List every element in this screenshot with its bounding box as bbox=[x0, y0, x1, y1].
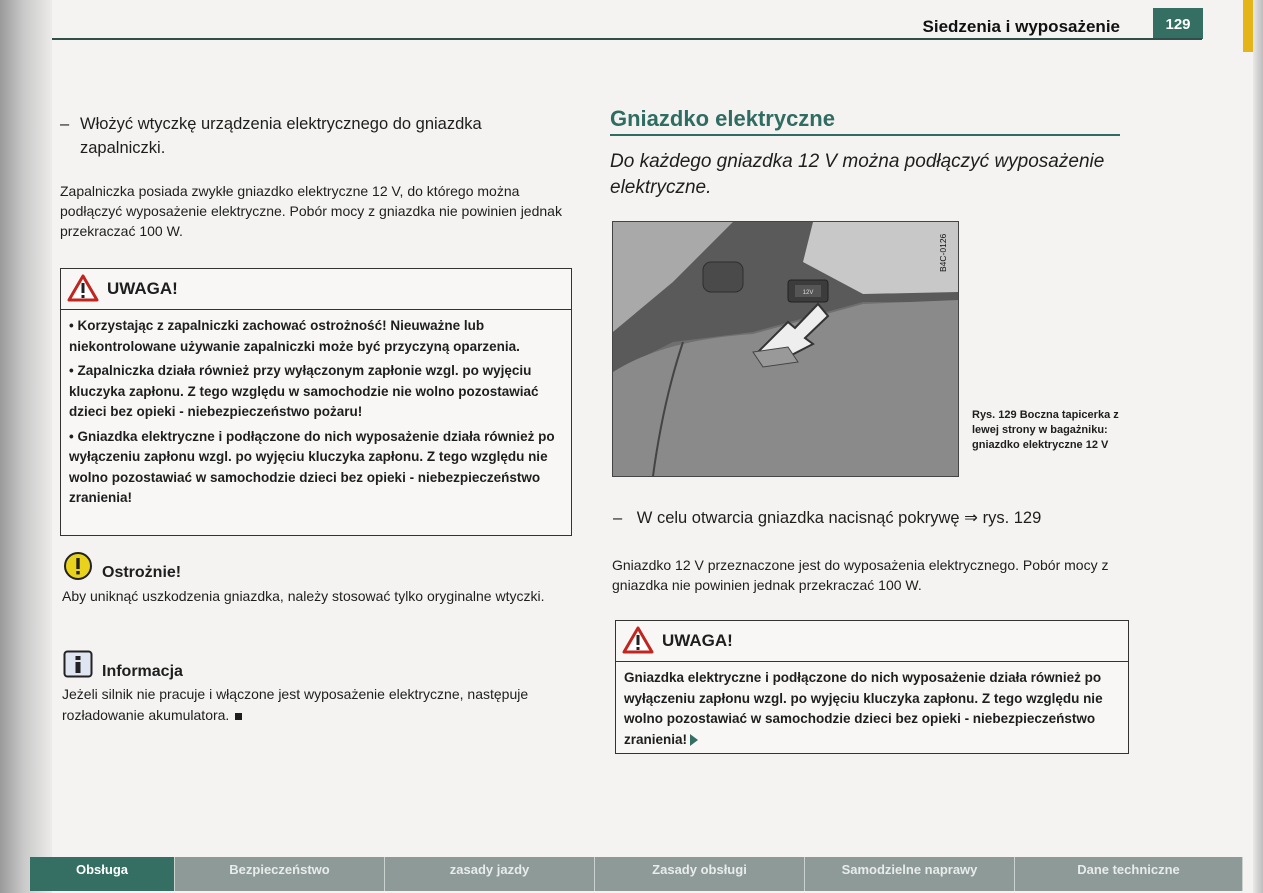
header-rule bbox=[52, 38, 1202, 40]
figure-caption: Rys. 129 Boczna tapicerka z lewej strony w bagażniku: gniazdko elektryczne 12 V bbox=[972, 409, 1119, 451]
page-binding-shadow bbox=[0, 0, 52, 893]
lighter-socket-paragraph: Zapalniczka posiada zwykłe gniazdko elektryczne 12 V, do którego można podłączyć wyposażenie elektryczne. Pobór mocy z gniazdka nie powinien jednak przekraczać 100 W. bbox=[60, 183, 562, 239]
info-title: Informacja bbox=[102, 663, 183, 680]
page-right-edge bbox=[1253, 0, 1263, 893]
warning-body bbox=[616, 662, 1128, 750]
warning-body bbox=[61, 310, 571, 509]
info-icon bbox=[63, 650, 93, 678]
warning-triangle-icon bbox=[67, 274, 99, 302]
chapter-nav bbox=[30, 857, 1243, 891]
chapter-marker-tab bbox=[1243, 0, 1253, 52]
section-intro: Do każdego gniazdka 12 V można podłączyć wyposażenie elektryczne. bbox=[610, 151, 1105, 198]
caution-title: Ostrożnie! bbox=[102, 564, 182, 581]
caution-text: Aby uniknąć uszkodzenia gniazdka, należy stosować tylko oryginalne wtyczki. bbox=[62, 588, 545, 604]
warning-item-2: • Zapalniczka działa również przy wyłączonym zapłonie wzgl. po wyjęciu kluczyka zapłonu. Z tego względu w samochodzie nie wolno pozostawiać dzieci bez opieki - niebezpieczeństwo pożaru! bbox=[69, 363, 539, 419]
socket-power-paragraph: Gniazdko 12 V przeznaczone jest do wyposażenia elektrycznego. Pobór mocy z gniazdka nie powinien jednak przekraczać 100 W. bbox=[612, 557, 1109, 593]
instruction-step-open-cover bbox=[613, 508, 1123, 528]
chapter-tab-zasady-jazdy[interactable]: zasady jazdy bbox=[385, 857, 595, 891]
continue-arrow-icon bbox=[690, 734, 698, 746]
figure-trunk-socket bbox=[612, 221, 959, 477]
chapter-tab-dane-techniczne[interactable]: Dane techniczne bbox=[1015, 857, 1243, 891]
info-text-wrapper bbox=[62, 684, 562, 726]
page-number: 129 bbox=[1153, 8, 1203, 39]
chapter-tab-obsluga[interactable]: Obsługa bbox=[30, 857, 175, 891]
trunk-trim-illustration bbox=[613, 222, 958, 476]
warning-triangle-icon bbox=[622, 626, 654, 654]
chapter-tab-bezpieczenstwo[interactable]: Bezpieczeństwo bbox=[175, 857, 385, 891]
step-text: Włożyć wtyczkę urządzenia elektrycznego do gniazdka zapalniczki. bbox=[80, 115, 482, 157]
warning-title: UWAGA! bbox=[662, 631, 733, 650]
warning-header bbox=[616, 621, 1128, 662]
warning-header bbox=[61, 269, 571, 310]
warning-text: Gniazdka elektryczne i podłączone do nich wyposażenie działa również po wyłączeniu zapłonu wzgl. po wyjęciu kluczyka zapłonu. Z tego względu nie wolno pozostawiać w samochodzie dzieci bez opieki - niebezpieczeństwo zranienia! bbox=[624, 670, 1103, 747]
info-text: Jeżeli silnik nie pracuje i włączone jest wyposażenie elektryczne, następuje rozładowanie akumulatora. bbox=[62, 686, 529, 723]
caution-icon bbox=[63, 551, 93, 581]
section-title-rule bbox=[610, 134, 1120, 136]
figure-code: B4C-0126 bbox=[938, 233, 948, 272]
warning-title: UWAGA! bbox=[107, 279, 178, 298]
page-header-title: Siedzenia i wyposażenie bbox=[922, 17, 1120, 36]
section-end-marker-icon bbox=[235, 713, 242, 720]
section-title: Gniazdko elektryczne bbox=[610, 106, 835, 131]
warning-item-1: • Korzystając z zapalniczki zachować ostrożność! Nieuważne lub niekontrolowane używanie zapalniczki może być przyczyną oparzenia. bbox=[69, 318, 520, 354]
step-dash: – bbox=[613, 509, 623, 527]
instruction-step-plug-in bbox=[60, 112, 570, 160]
warning-box-socket bbox=[615, 620, 1129, 754]
chapter-tab-samodzielne-naprawy[interactable]: Samodzielne naprawy bbox=[805, 857, 1015, 891]
socket-label: 12V bbox=[802, 290, 814, 296]
chapter-tab-zasady-obslugi[interactable]: Zasady obsługi bbox=[595, 857, 805, 891]
warning-item-3: • Gniazdka elektryczne i podłączone do nich wyposażenie działa również po wyłączeniu zapłonu wzgl. po wyjęciu kluczyka zapłonu. Z tego względu nie wolno pozostawiać w samochodzie dzieci bez opieki - niebezpieczeństwo zranienia! bbox=[69, 428, 555, 505]
warning-box-lighter bbox=[60, 268, 572, 536]
step-dash: – bbox=[60, 115, 70, 133]
step-text: W celu otwarcia gniazdka nacisnąć pokrywę ⇒ rys. 129 bbox=[636, 509, 1042, 527]
